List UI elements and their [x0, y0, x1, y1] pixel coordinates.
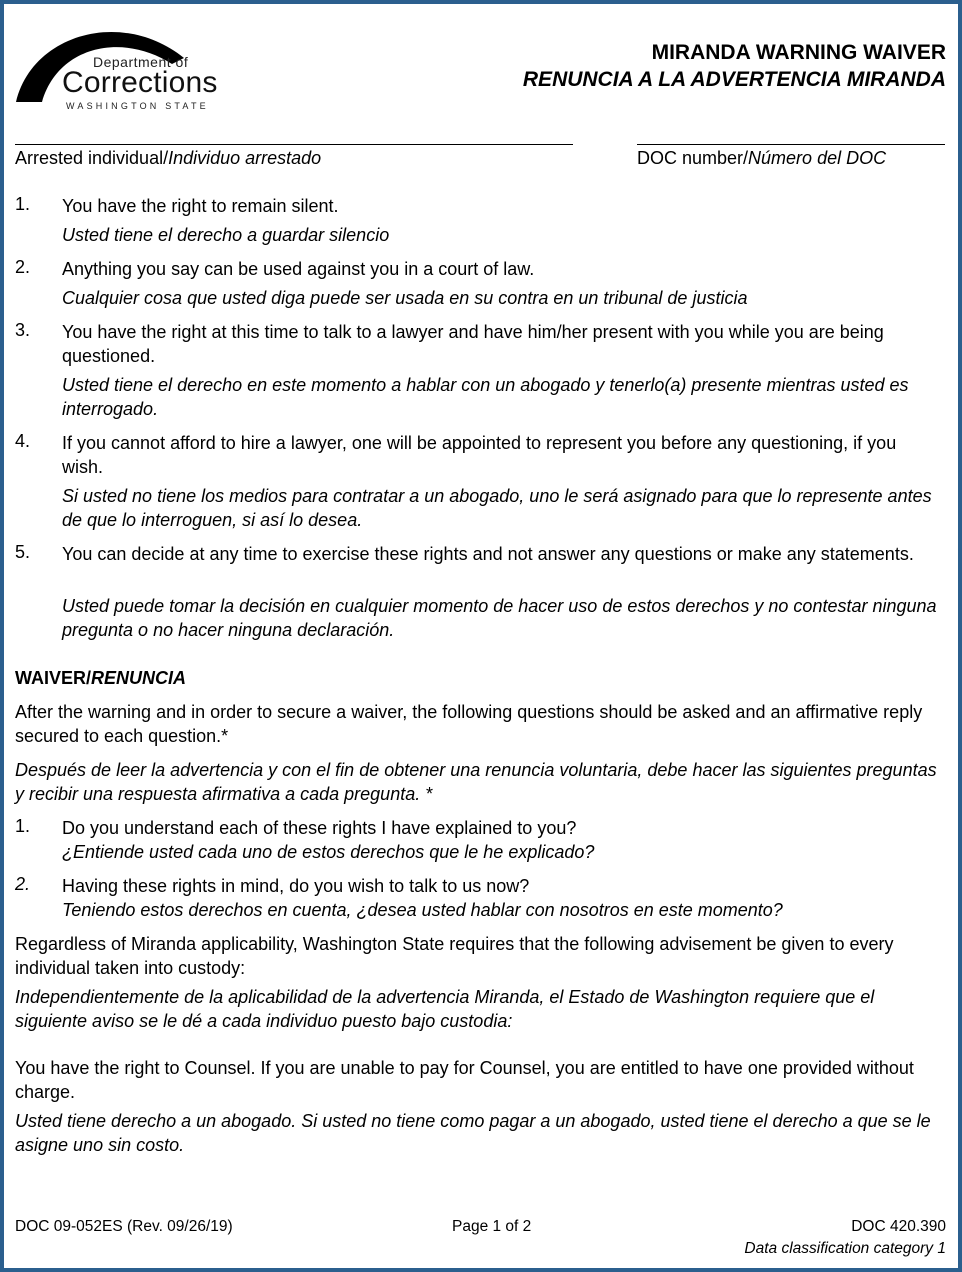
right-text-en: Anything you say can be used against you in a court of law.	[62, 259, 535, 279]
regardless-text-en: Regardless of Miranda applicability, Washington State requires that the following advisement be given to every individual taken into custody:	[15, 934, 894, 978]
document-page	[4, 4, 958, 1268]
right-text-en: You can decide at any time to exercise these rights and not answer any questions or make any statements.	[62, 544, 914, 564]
question-text-en: Do you understand each of these rights I have explained to you?	[62, 818, 577, 838]
arrested-individual-label: Arrested individual/Individuo arrestado	[15, 148, 322, 168]
counsel-text-en: You have the right to Counsel. If you are unable to pay for Counsel, you are entitled to have one provided without charge.	[15, 1058, 914, 1102]
right-number: 5.	[15, 542, 31, 562]
form-title-es: RENUNCIA A LA ADVERTENCIA MIRANDA	[522, 68, 946, 91]
right-text-es: Usted puede tomar la decisión en cualquier momento de hacer uso de estos derechos y no contestar ninguna pregunta o no hacer ninguna declaración.	[62, 596, 937, 640]
right-text-es: Usted tiene el derecho en este momento a hablar con un abogado y tenerlo(a) presente mientras usted es interrogado.	[62, 375, 909, 419]
footer-classification: Data classification category 1	[744, 1240, 946, 1257]
right-number: 4.	[15, 431, 31, 451]
right-number: 2.	[15, 257, 31, 277]
logo-department-of: Department of	[93, 54, 189, 70]
waiver-intro-en: After the warning and in order to secure a waiver, the following questions should be asked and an affirmative reply secured to each question.*	[15, 702, 923, 746]
question-text-es: ¿Entiende usted cada uno de estos derechos que le he explicado?	[62, 842, 595, 862]
right-text-es: Usted tiene el derecho a guardar silencio	[62, 225, 390, 245]
right-text-es: Si usted no tiene los medios para contratar a un abogado, uno le será asignado para que lo represente antes de que lo interroguen, si así lo desea.	[62, 486, 932, 530]
waiver-heading: WAIVER/RENUNCIA	[15, 668, 187, 688]
logo-corrections: Corrections	[62, 66, 218, 99]
question-number: 2.	[15, 874, 31, 894]
arrested-individual-line[interactable]	[15, 144, 573, 145]
counsel-text-es: Usted tiene derecho a un abogado. Si usted no tiene como pagar a un abogado, usted tiene el derecho a que se le asigne uno sin costo.	[15, 1111, 931, 1155]
question-number: 1.	[15, 816, 31, 836]
right-number: 3.	[15, 320, 31, 340]
regardless-text-es: Independientemente de la aplicabilidad de la advertencia Miranda, el Estado de Washington requiere que el siguiente aviso se le dé a cada individuo puesto bajo custodia:	[15, 987, 875, 1031]
waiver-intro-es: Después de leer la advertencia y con el fin de obtener una renuncia voluntaria, debe hacer las siguientes preguntas y recibir una respuesta afirmativa a cada pregunta. *	[15, 760, 937, 804]
footer-policy: DOC 420.390	[851, 1218, 946, 1235]
doc-logo	[12, 14, 242, 110]
doc-number-line[interactable]	[637, 144, 945, 145]
question-text-en: Having these rights in mind, do you wish to talk to us now?	[62, 876, 530, 896]
footer-page-number: Page 1 of 2	[452, 1218, 532, 1235]
right-number: 1.	[15, 194, 31, 214]
logo-washington-state: WASHINGTON STATE	[66, 101, 209, 111]
right-text-es: Cualquier cosa que usted diga puede ser usada en su contra en un tribunal de justicia	[62, 288, 748, 308]
right-text-en: You have the right to remain silent.	[62, 196, 339, 216]
right-text-en: If you cannot afford to hire a lawyer, one will be appointed to represent you before any questioning, if you wish.	[62, 433, 897, 477]
doc-number-label: DOC number/Número del DOC	[637, 148, 887, 168]
right-text-en: You have the right at this time to talk to a lawyer and have him/her present with you while you are being questioned.	[62, 322, 884, 366]
question-text-es: Teniendo estos derechos en cuenta, ¿desea usted hablar con nosotros en este momento?	[62, 900, 783, 920]
footer-form-id: DOC 09-052ES (Rev. 09/26/19)	[15, 1218, 233, 1235]
form-title-en: MIRANDA WARNING WAIVER	[651, 41, 946, 64]
